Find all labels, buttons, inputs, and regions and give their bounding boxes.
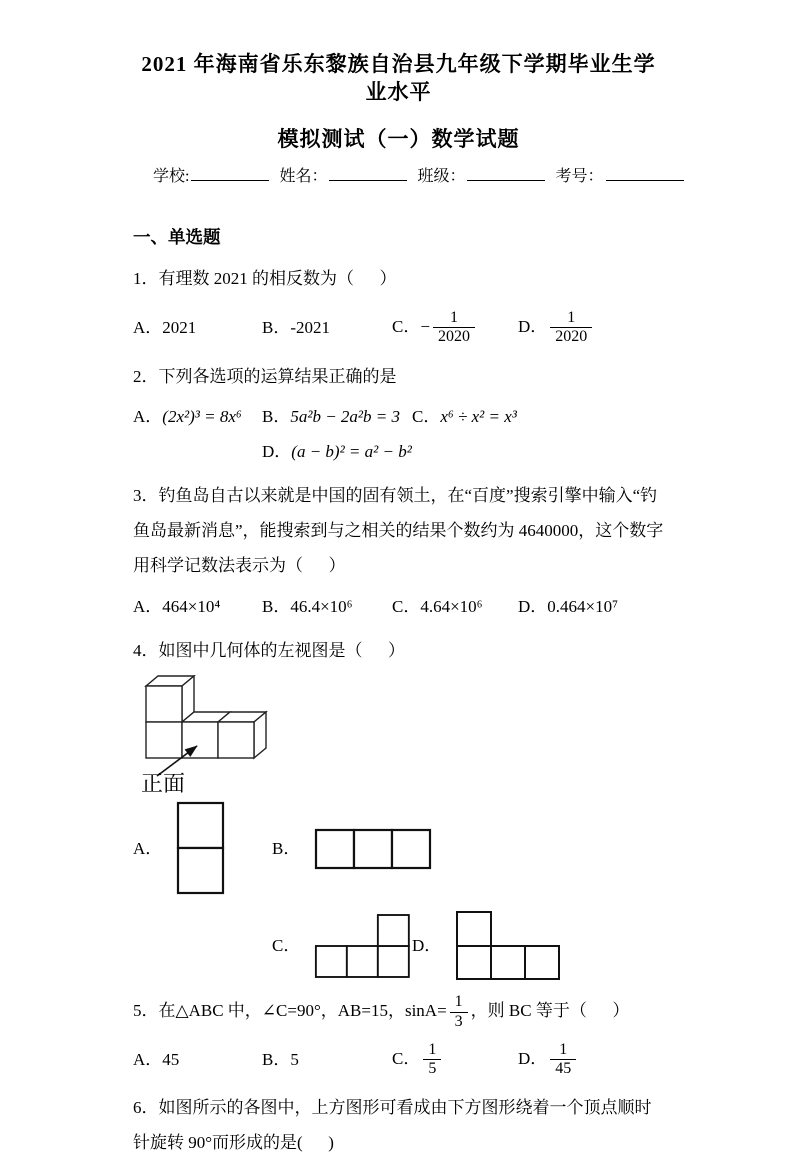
q2-options-row1: [133, 404, 664, 430]
q1-stem: 1．有理数 2021 的相反数为（ ）: [133, 268, 397, 288]
q6-stem: 6．如图所示的各图中，上方图形可看成由下方图形绕着一个顶点顺时针旋转 90°而形成的是( ): [133, 1097, 652, 1152]
name-label: 姓名：: [279, 168, 328, 186]
school-label: 学校:: [153, 168, 190, 186]
question-2: [133, 360, 664, 466]
q4-option-c-label: C．: [272, 935, 301, 955]
q2-option-a-expr: (2x²)³ = 8x⁶: [162, 407, 242, 427]
fraction-denominator: 5: [428, 1060, 437, 1078]
question-3: [133, 479, 664, 620]
q4-option-a: [133, 801, 272, 896]
q2-option-d: [262, 439, 664, 465]
q4-options-ab: [133, 801, 664, 896]
fraction-denominator: 3: [454, 1012, 463, 1030]
q4-option-d-label: D．: [412, 935, 442, 955]
shape-two-squares-vertical: [176, 801, 226, 896]
exam-title-line2: 模拟测试（一）数学试题: [277, 126, 520, 151]
q5-option-c-fraction: [423, 1041, 441, 1079]
q5-option-c: [392, 1039, 518, 1081]
q3-option-d: D．0.464×10⁷: [518, 596, 619, 616]
student-info-row: [133, 165, 664, 190]
shape-l-top-right: [314, 911, 412, 981]
fraction-numerator: 1: [550, 1041, 576, 1060]
q1-option-a: A．2021: [133, 317, 197, 337]
fraction-numerator: 1: [450, 993, 468, 1012]
q4-stem: 4．如图中几何体的左视图是（ ）: [133, 640, 405, 660]
q4-option-d: [412, 910, 563, 981]
question-5: [133, 991, 664, 1081]
q5-option-d-fraction: [550, 1041, 576, 1079]
fraction-denominator: 45: [555, 1060, 572, 1078]
class-label: 班级：: [417, 168, 466, 186]
q1-option-c-label: C．−: [392, 316, 430, 336]
exam-title-line1: 2021 年海南省乐东黎族自治县九年级下学期毕业生学业水平: [141, 52, 656, 105]
class-blank: [467, 166, 545, 181]
q5-option-c-label: C．: [392, 1048, 421, 1068]
exam-no-blank: [606, 166, 684, 181]
q2-option-b-label: B．: [262, 407, 291, 427]
question-1: [133, 262, 664, 349]
q5-stem-pre: 5．在△ABC 中，∠C=90°，AB=15，sinA=: [133, 1001, 447, 1021]
name-blank: [329, 166, 407, 181]
q5-option-d: [518, 1039, 664, 1081]
exam-no-label: 考号：: [555, 168, 604, 186]
front-face-label: 正面: [141, 770, 186, 796]
q4-cube-figure: [139, 675, 664, 797]
q2-option-b-expr: 5a²b − 2a²b = 3: [290, 407, 400, 427]
q2-stem: 2．下列各选项的运算结果正确的是: [133, 366, 397, 386]
fraction-denominator: 2020: [555, 328, 588, 346]
shape-l-top-left: [455, 910, 563, 981]
fraction-numerator: 1: [550, 309, 592, 328]
section-heading: 一、单选题: [133, 226, 221, 247]
q3-option-b: B．46.4×10⁶: [262, 596, 353, 616]
shape-three-squares-horizontal: [314, 828, 433, 870]
q5-options: [133, 1039, 664, 1081]
q4-option-c: [272, 911, 412, 981]
q2-option-a-label: A．: [133, 407, 163, 427]
q2-option-b: [262, 404, 412, 430]
q4-option-b: [272, 828, 433, 870]
q2-option-c-label: C．: [412, 407, 441, 427]
q1-option-c: [392, 307, 518, 349]
fraction-denominator: 2020: [437, 328, 470, 346]
q5-stem: [133, 991, 664, 1033]
q5-stem-post: ，则 BC 等于（ ）: [470, 1001, 630, 1021]
q5-option-b: B．5: [262, 1049, 299, 1069]
q3-options: [133, 594, 664, 620]
q5-option-d-label: D．: [518, 1048, 548, 1068]
q2-option-c: [412, 404, 664, 430]
q1-options: [133, 307, 664, 349]
q3-option-a: A．464×10⁴: [133, 596, 221, 616]
q5-option-a: A．45: [133, 1049, 180, 1069]
q2-option-d-label: D．: [262, 441, 292, 461]
question-6: [133, 1091, 664, 1160]
q1-option-d-fraction: [550, 309, 592, 347]
fraction-numerator: 1: [423, 1041, 441, 1060]
fraction-numerator: 1: [433, 309, 475, 328]
q2-option-d-expr: (a − b)² = a² − b²: [291, 441, 412, 461]
q3-stem: 3．钓鱼岛自古以来就是中国的固有领土，在“百度”搜索引擎中输入“钓鱼岛最新消息”，能搜索到与之相关的结果个数约为 4640000，这个数字用科学记数法表示为（ ）: [133, 486, 664, 575]
cube-stack-drawing: [139, 675, 289, 779]
school-blank: [191, 166, 269, 181]
question-4: [133, 634, 664, 981]
q1-option-d: [518, 307, 664, 349]
q2-option-a: [133, 404, 262, 430]
q1-option-d-label: D．: [518, 316, 548, 336]
q2-option-c-expr: x⁶ ÷ x² = x³: [440, 407, 517, 427]
q4-option-b-label: B．: [272, 838, 301, 858]
q4-option-a-label: A．: [133, 838, 163, 858]
q1-option-c-fraction: [433, 309, 475, 347]
q3-option-c: C．4.64×10⁶: [392, 596, 483, 616]
q1-option-b: B．-2021: [262, 317, 330, 337]
q5-sin-fraction: [450, 993, 468, 1031]
q4-options-cd: [272, 910, 664, 981]
